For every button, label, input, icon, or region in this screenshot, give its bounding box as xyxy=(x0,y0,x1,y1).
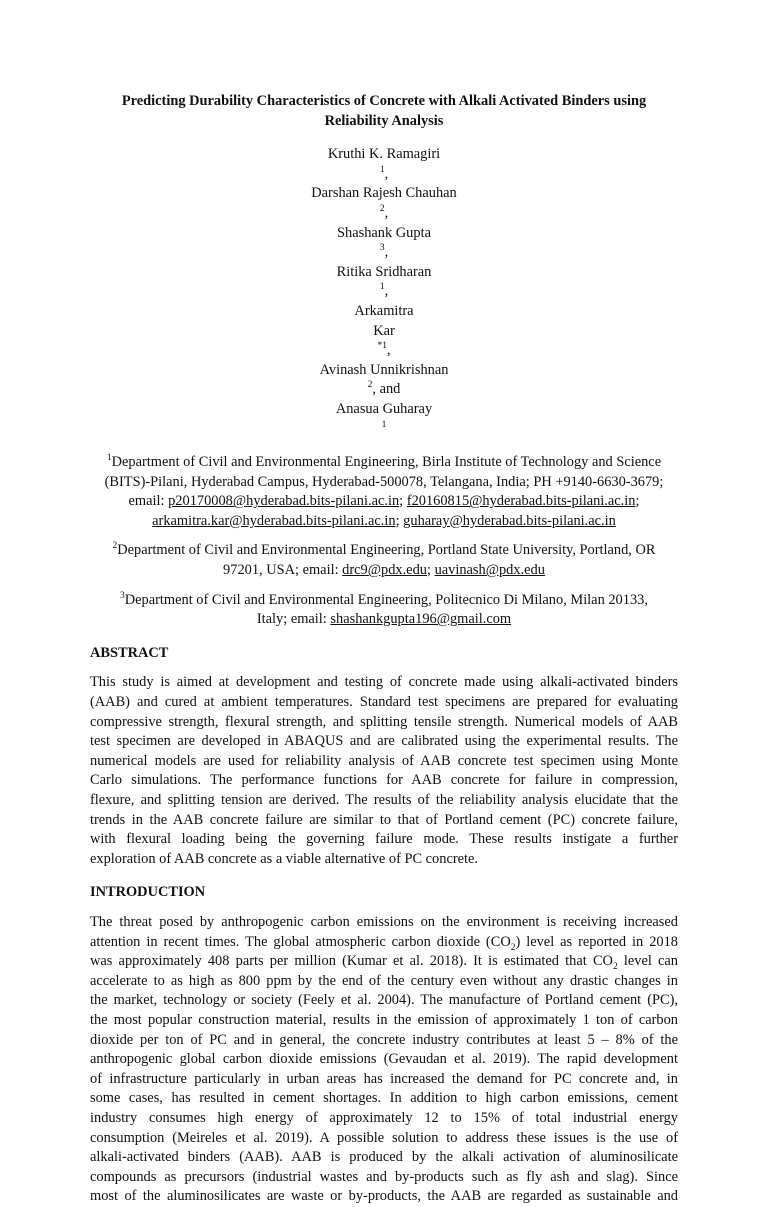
affiliation-1 xyxy=(90,453,678,531)
abstract-line: trends in the AAB concrete failure are similar to that of Portland cement (PC) concrete failure, xyxy=(90,811,678,828)
author-affil-mark: 1 xyxy=(381,419,387,430)
abstract-paragraph xyxy=(90,673,678,869)
email-link[interactable]: guharay@hyderabad.bits-pilani.ac.in xyxy=(403,512,616,529)
introduction-line: of infrastructure particularly in urban areas has increased the demand for PC concrete and, in xyxy=(90,1070,678,1087)
email-link[interactable]: uavinash@pdx.edu xyxy=(434,562,545,579)
email-link[interactable]: f20160815@hyderabad.bits-pilani.ac.in xyxy=(406,493,636,510)
email-link[interactable]: arkamitra.kar@hyderabad.bits-pilani.ac.in xyxy=(152,512,396,529)
author-name: Kar xyxy=(373,322,395,339)
introduction-line: most of the aluminosilicates are waste or by-products, the AAB are regarded as sustainable and xyxy=(90,1188,678,1205)
affiliation-2-line-1: $^2$Department of Civil and Environmental Engineering, Portland State University, Portland, OR xyxy=(112,541,656,559)
email-link[interactable]: shashankgupta196@gmail.com xyxy=(330,611,512,628)
affiliation-1-line-1: $^1$Department of Civil and Environmental Engineering, Birla Institute of Technology and Science xyxy=(106,453,662,471)
introduction-heading: INTRODUCTION xyxy=(90,884,206,901)
author-affil-mark: 2 xyxy=(367,380,373,391)
affiliation-1-line-3: email: p20170008@hyderabad.bits-pilani.ac.in; f20160815@hyderabad.bits-pilani.ac.in; xyxy=(128,493,640,510)
author-affil-mark: 1 xyxy=(379,282,385,293)
author-name: Avinash Unnikrishnan xyxy=(319,361,449,378)
introduction-line: alkali-activated binders (AAB). AAB is produced by the alkali activation of aluminosilicate xyxy=(90,1149,678,1166)
affiliation-3-line-2: Italy; email: shashankgupta196@gmail.com xyxy=(256,611,512,628)
author-line-2: Kar $^{*1}$, Avinash Unnikrishnan $^2$, and Anasua Guharay $^1$ xyxy=(90,322,678,440)
affiliation-mark: 1 xyxy=(106,453,112,464)
affiliation-3-line-1: $^3$Department of Civil and Environmental Engineering, Politecnico Di Milano, Milan 20133, xyxy=(120,590,648,608)
author-line-1: Kruthi K. Ramagiri $^1$, Darshan Rajesh Chauhan $^2$, Shashank Gupta $^3$, Ritika Sridharan $^1$, Arkamitra xyxy=(90,145,678,321)
introduction-line: industry consumes high energy of approximately 12 to 15% of total industrial energy xyxy=(90,1109,678,1126)
affiliation-1-line-4: arkamitra.kar@hyderabad.bits-pilani.ac.in; guharay@hyderabad.bits-pilani.ac.in xyxy=(152,512,616,529)
affiliation-2 xyxy=(90,541,678,580)
introduction-line: some cases, has resulted in cement shortages. In addition to high carbon emissions, cement xyxy=(90,1090,678,1107)
author-list xyxy=(90,145,678,439)
author-name: Arkamitra xyxy=(354,302,414,319)
author-affil-mark: *1 xyxy=(377,341,387,352)
introduction-line: The threat posed by anthropogenic carbon emissions on the environment is receiving increased xyxy=(90,913,678,930)
introduction-line: anthropogenic global carbon dioxide emissions (Gevaudan et al. 2019). The rapid development xyxy=(90,1051,678,1068)
title-line-1: Predicting Durability Characteristics of Concrete with Alkali Activated Binders using xyxy=(121,93,647,109)
affiliation-2-line-2: 97201, USA; email: drc9@pdx.edu; uavinash@pdx.edu xyxy=(223,562,545,579)
affiliation-1-line-2: (BITS)-Pilani, Hyderabad Campus, Hyderabad-500078, Telangana, India; PH +9140-6630-3679; xyxy=(104,473,664,490)
introduction-line: was approximately 408 parts per million (Kumar et al. 2018). It is estimated that $CO_2$ level can xyxy=(90,953,678,973)
paper-title xyxy=(90,92,678,131)
abstract-line: exploration of AAB concrete as a viable alternative of PC concrete. xyxy=(90,850,478,867)
affiliation-mark: 2 xyxy=(112,541,118,552)
author-affil-mark: 3 xyxy=(379,243,385,254)
introduction-line: attention in recent times. The global atmospheric carbon dioxide $(CO_2)$ level as reported in 2018 xyxy=(90,933,678,953)
author-affil-mark: 1 xyxy=(379,164,385,175)
abstract-line: This study is aimed at development and testing of concrete made using alkali-activated binders xyxy=(90,674,678,691)
email-link[interactable]: drc9@pdx.edu xyxy=(342,562,427,579)
introduction-line: dioxide per ton of PC and in general, the concrete industry contributes at least 5 – 8% of the xyxy=(90,1031,678,1048)
abstract-heading: ABSTRACT xyxy=(90,644,169,661)
introduction-line: the market, technology or society (Feely et al. 2004). The manufacture of Portland cement (PC), xyxy=(90,992,678,1009)
email-link[interactable]: p20170008@hyderabad.bits-pilani.ac.in xyxy=(168,493,400,510)
abstract-line: compressive strength, flexural strength, and splitting tensile strength. Numerical models of AAB xyxy=(90,713,678,730)
author-name: Ritika Sridharan xyxy=(336,263,432,280)
introduction-line: the most popular construction material, results in the emission of approximately 1 ton of carbon xyxy=(90,1011,678,1028)
introduction-paragraph xyxy=(90,913,678,1207)
abstract-line: with flexural loading being the governing failure mode. These results instigate a further xyxy=(90,831,678,848)
title-line-2: Reliability Analysis xyxy=(324,112,444,129)
abstract-line: Carlo simulations. The performance functions for AAB concrete for failure in compression, xyxy=(90,772,678,789)
affiliation-3 xyxy=(90,591,678,630)
author-affil-mark: 2 xyxy=(379,204,385,215)
author-name: Shashank Gupta xyxy=(337,224,431,241)
introduction-line: consumption (Meireles et al. 2019). A possible solution to address these issues is the use of xyxy=(90,1129,678,1146)
abstract-line: (AAB) and cured at ambient temperatures. Standard test specimens are prepared for evaluating xyxy=(90,694,678,711)
affiliation-mark: 3 xyxy=(120,590,125,601)
abstract-line: flexure, and splitting tension are derived. The results of the reliability analysis elucidate that the xyxy=(90,792,678,808)
author-name: Darshan Rajesh Chauhan xyxy=(311,185,457,202)
author-name: Kruthi K. Ramagiri xyxy=(327,146,441,163)
author-name: Anasua Guharay xyxy=(335,400,433,417)
introduction-line: compounds as precursors (industrial wastes and by-products such as fly ash and slag). Since xyxy=(90,1168,678,1185)
abstract-line: numerical models are used for reliability analysis of AAB concrete test specimen using Monte xyxy=(90,752,678,769)
abstract-line: test specimen are developed in ABAQUS and are calibrated using the experimental results. The xyxy=(90,733,678,750)
introduction-line: accelerate to as high as 800 ppm by the end of the century even without any drastic changes in xyxy=(90,972,678,989)
